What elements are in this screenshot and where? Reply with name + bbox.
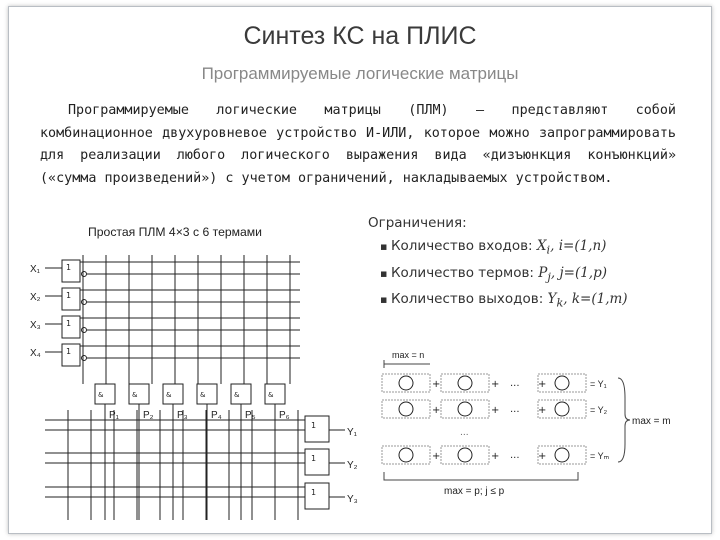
term-node-icon [555, 448, 569, 462]
term-label-3: P₃ [177, 410, 188, 421]
slide-subtitle: Программируемые логические матрицы [201, 64, 519, 83]
term-node-icon [555, 402, 569, 416]
max-m-brace [618, 378, 630, 462]
limits-heading: Ограничения: [368, 215, 467, 231]
ellipsis: ... [510, 378, 520, 389]
term-node-icon [458, 402, 472, 416]
schema-output-2: = Y₂ [590, 405, 608, 415]
input-label-2: X₂ [30, 292, 41, 303]
plus-sign: + [432, 379, 441, 390]
input-label-3: X₃ [30, 320, 41, 331]
input-buffer-label: 1 [66, 291, 72, 300]
plus-sign: + [491, 405, 500, 416]
ellipsis: ... [510, 404, 520, 415]
schema-output-1: = Y₁ [590, 379, 607, 389]
output-label-1: Y₁ [347, 427, 358, 438]
slide-title: Синтез КС на ПЛИС [243, 22, 477, 50]
plus-sign: + [538, 451, 547, 462]
input-label-4: X₄ [30, 348, 41, 359]
slide-paragraph: Программируемые логические матрицы (ПЛМ) — представляют собой комбинационное двухуровневое устройство И-ИЛИ, которое можно запрограммировать для реализации любого логического выражения вида «дизъюнкция конъюнкций» («сумма произведений») с учетом ограничений, накладываемых устройством. [40, 103, 676, 186]
input-buffer-label: 1 [66, 319, 72, 328]
plus-sign: + [491, 451, 500, 462]
term-node-icon [399, 376, 413, 390]
schema-output-3: = Yₘ [590, 451, 610, 461]
term-label-2: P₂ [143, 410, 154, 421]
term-label-1: P₁ [109, 410, 120, 421]
max-n-label: max = n [392, 350, 425, 360]
input-buffer-label: 1 [66, 347, 72, 356]
plus-sign: + [432, 451, 441, 462]
output-label-2: Y₂ [347, 460, 358, 471]
term-node-icon [399, 448, 413, 462]
and-gate-label: & [166, 391, 172, 399]
limit-item-terms: ▪ Количество термов: $P_j$, j=(1,p) [380, 262, 628, 289]
limit-item-inputs: ▪ Количество входов: $X_i$, i=(1,n) [380, 235, 628, 262]
plus-sign: + [432, 405, 441, 416]
row-ellipsis: ... [460, 428, 469, 438]
input-buffer-label: 1 [66, 263, 72, 272]
and-gate-label: & [268, 391, 274, 399]
output-label-3: Y₃ [347, 494, 358, 505]
and-gate-label: & [234, 391, 240, 399]
and-gate-label: & [132, 391, 138, 399]
term-node-icon [458, 448, 472, 462]
or-gate-label: 1 [311, 488, 317, 497]
term-node-icon [458, 376, 472, 390]
max-m-label: max = m [632, 416, 671, 427]
term-label-4: P₄ [211, 410, 222, 421]
and-gate-label: & [98, 391, 104, 399]
plus-sign: + [491, 379, 500, 390]
term-node-icon [555, 376, 569, 390]
plus-sign: + [538, 405, 547, 416]
or-gate-label: 1 [311, 454, 317, 463]
pla-diagram-caption: Простая ПЛМ 4×3 с 6 термами [88, 225, 262, 239]
max-p-bracket [384, 472, 578, 480]
term-node-icon [399, 402, 413, 416]
or-gate-label: 1 [311, 421, 317, 430]
term-label-6: P₆ [279, 410, 290, 421]
max-p-label: max = p; j ≤ p [444, 486, 505, 497]
input-label-1: X₁ [30, 264, 41, 275]
and-gate-label: & [200, 391, 206, 399]
ellipsis: ... [510, 450, 520, 461]
term-label-5: P₅ [245, 410, 256, 421]
limit-item-outputs: ▪ Количество выходов: $Y_k$, k=(1,m) [380, 288, 628, 315]
plus-sign: + [538, 379, 547, 390]
